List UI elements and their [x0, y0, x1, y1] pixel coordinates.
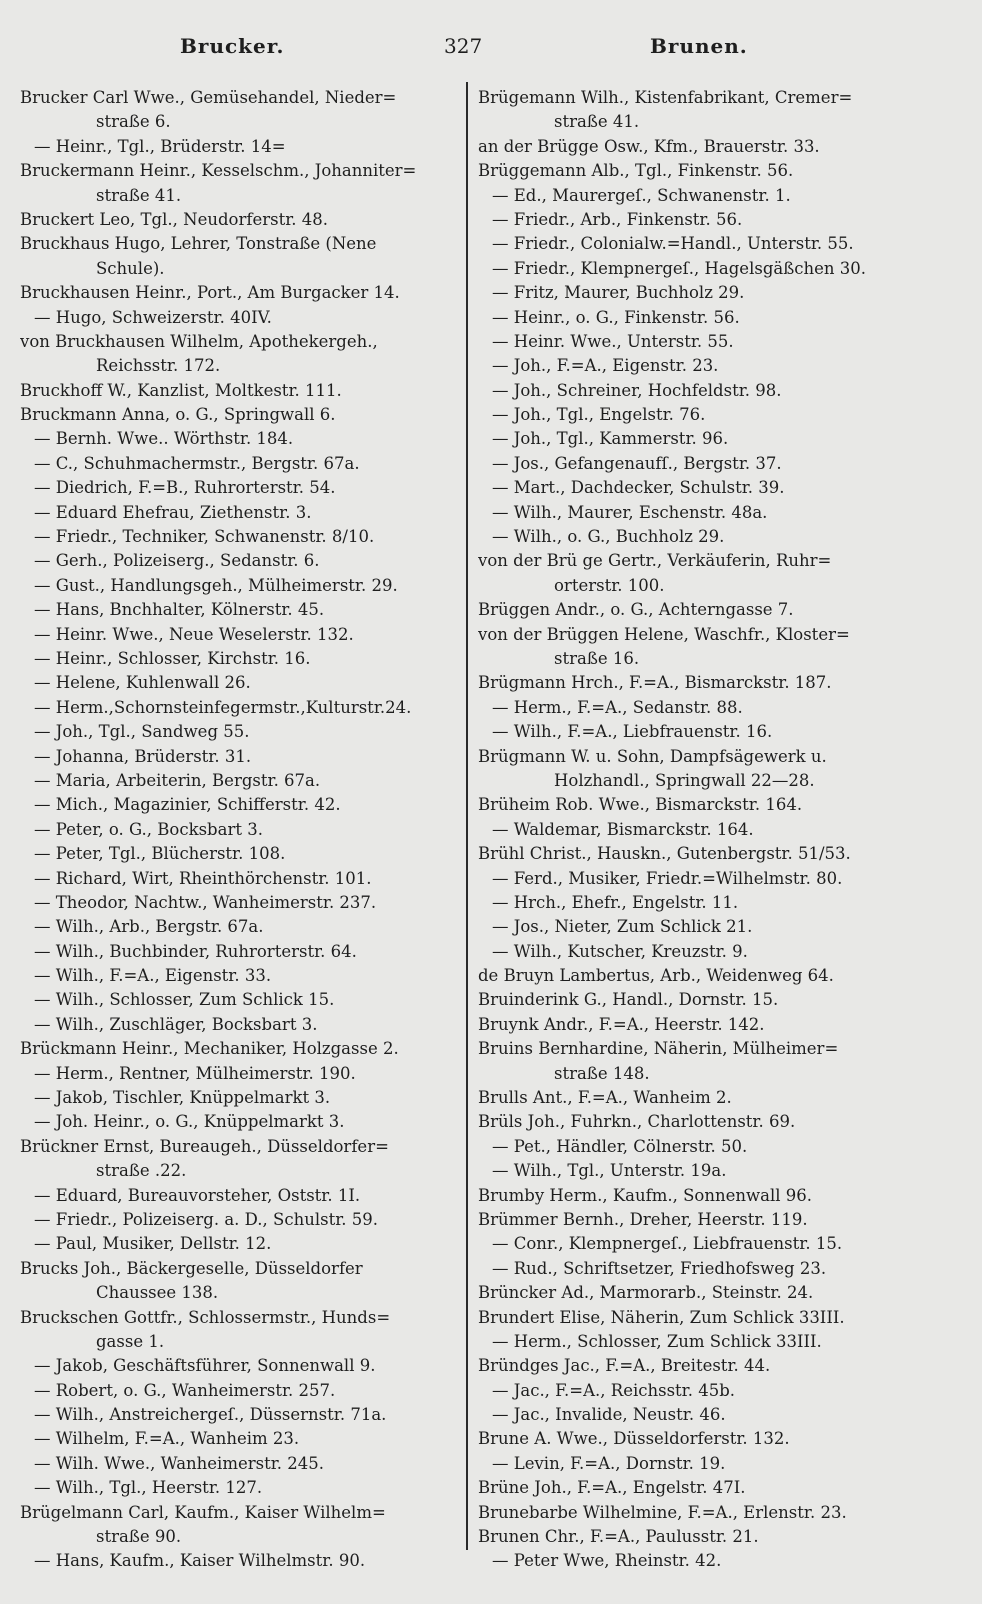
- directory-line: Brulls Ant., F.=A., Wanheim 2.: [478, 1088, 732, 1108]
- left-running-head: Brucker.: [180, 34, 285, 58]
- directory-line: — Heinr. Wwe., Neue Weselerstr. 132.: [34, 624, 354, 644]
- directory-line: Bruckschen Gottfr., Schlossermstr., Hunds=: [20, 1307, 391, 1327]
- directory-line: — Bernh. Wwe.. Wörthstr. 184.: [34, 429, 294, 449]
- directory-line: Reichsstr. 172.: [96, 356, 221, 376]
- directory-line: Brüne Joh., F.=A., Engelstr. 47I.: [478, 1478, 746, 1498]
- directory-line: — Joh., Tgl., Engelstr. 76.: [492, 405, 706, 425]
- directory-line: Bruckhausen Heinr., Port., Am Burgacker 14.: [20, 283, 400, 303]
- directory-line: Brühl Christ., Hauskn., Gutenbergstr. 51/53.: [478, 844, 851, 864]
- directory-line: straße .22.: [96, 1161, 187, 1181]
- directory-line: — Friedr., Techniker, Schwanenstr. 8/10.: [34, 527, 375, 547]
- directory-line: — Diedrich, F.=B., Ruhrorterstr. 54.: [34, 478, 336, 498]
- directory-line: — Rud., Schriftsetzer, Friedhofsweg 23.: [492, 1258, 827, 1278]
- directory-line: — Heinr. Wwe., Unterstr. 55.: [492, 331, 734, 351]
- directory-line: Brumby Herm., Kaufm., Sonnenwall 96.: [478, 1185, 812, 1205]
- directory-line: — Wilh., Maurer, Eschenstr. 48a.: [492, 502, 768, 522]
- directory-line: — Levin, F.=A., Dornstr. 19.: [492, 1453, 726, 1473]
- directory-line: — Friedr., Klempnergeſ., Hagelsgäßchen 30.: [492, 258, 866, 278]
- directory-line: Brundert Elise, Näherin, Zum Schlick 33III.: [478, 1307, 845, 1327]
- directory-line: — Eduard, Bureauvorsteher, Oststr. 1I.: [34, 1185, 361, 1205]
- directory-line: Brüggen Andr., o. G., Achterngasse 7.: [478, 600, 794, 620]
- directory-line: — Hrch., Ehefr., Engelstr. 11.: [492, 892, 739, 912]
- directory-line: — Joh., Tgl., Kammerstr. 96.: [492, 429, 729, 449]
- directory-line: von der Brü ge Gertr., Verkäuferin, Ruhr=: [478, 551, 832, 571]
- directory-line: — Friedr., Colonialw.=Handl., Unterstr. 55.: [492, 234, 854, 254]
- directory-line: — Mart., Dachdecker, Schulstr. 39.: [492, 478, 785, 498]
- directory-line: — Heinr., Tgl., Brüderstr. 14=: [34, 136, 286, 156]
- directory-line: — Wilh., Zuschläger, Bocksbart 3.: [34, 1014, 318, 1034]
- directory-line: Bruckmann Anna, o. G., Springwall 6.: [20, 405, 336, 425]
- left-column: [20, 86, 460, 1574]
- directory-line: — Hugo, Schweizerstr. 40IV.: [34, 307, 272, 327]
- directory-line: — Herm., Rentner, Mülheimerstr. 190.: [34, 1063, 356, 1083]
- directory-line: Bruckhaus Hugo, Lehrer, Tonstraße (Nene: [20, 234, 377, 254]
- directory-line: — Johanna, Brüderstr. 31.: [34, 746, 252, 766]
- directory-line: straße 90.: [96, 1527, 182, 1547]
- directory-line: Bruckermann Heinr., Kesselschm., Johanniter=: [20, 161, 417, 181]
- directory-line: — Wilh., Schlosser, Zum Schlick 15.: [34, 990, 335, 1010]
- directory-line: Brüheim Rob. Wwe., Bismarckstr. 164.: [478, 795, 803, 815]
- directory-line: — Ed., Maurergeſ., Schwanenstr. 1.: [492, 185, 791, 205]
- directory-line: Brüls Joh., Fuhrkn., Charlottenstr. 69.: [478, 1112, 796, 1132]
- directory-line: gasse 1.: [96, 1331, 165, 1351]
- directory-line: straße 16.: [554, 648, 640, 668]
- directory-line: — Wilh., Tgl., Heerstr. 127.: [34, 1478, 263, 1498]
- directory-line: — Herm., Schlosser, Zum Schlick 33III.: [492, 1331, 822, 1351]
- directory-line: Bruins Bernhardine, Näherin, Mülheimer=: [478, 1039, 839, 1059]
- directory-line: — Wilh., F.=A., Eigenstr. 33.: [34, 966, 272, 986]
- directory-line: Brümmer Bernh., Dreher, Heerstr. 119.: [478, 1209, 808, 1229]
- directory-line: — Mich., Magazinier, Schifferstr. 42.: [34, 795, 341, 815]
- directory-line: — Wilh., Buchbinder, Ruhrorterstr. 64.: [34, 941, 357, 961]
- page-header: [0, 34, 982, 68]
- directory-line: Bruinderink G., Handl., Dornstr. 15.: [478, 990, 779, 1010]
- directory-line: Brügmann Hrch., F.=A., Bismarckstr. 187.: [478, 673, 832, 693]
- directory-line: — Fritz, Maurer, Buchholz 29.: [492, 283, 745, 303]
- directory-line: Bruynk Andr., F.=A., Heerstr. 142.: [478, 1014, 765, 1034]
- directory-line: — Hans, Bnchhalter, Kölnerstr. 45.: [34, 600, 325, 620]
- column-divider: [466, 82, 468, 1550]
- directory-line: — Peter, o. G., Bocksbart 3.: [34, 819, 263, 839]
- directory-line: — Joh., Tgl., Sandweg 55.: [34, 722, 250, 742]
- directory-line: Brügemann Wilh., Kistenfabrikant, Cremer=: [478, 88, 853, 107]
- directory-line: — Peter, Tgl., Blücherstr. 108.: [34, 844, 286, 864]
- directory-line: — Helene, Kuhlenwall 26.: [34, 673, 251, 693]
- directory-line: Brückner Ernst, Bureaugeh., Düsseldorfer=: [20, 1136, 389, 1156]
- right-running-head: Brunen.: [650, 34, 748, 58]
- directory-line: — Wilh. Wwe., Wanheimerstr. 245.: [34, 1453, 325, 1473]
- directory-line: von Bruckhausen Wilhelm, Apothekergeh.,: [20, 331, 378, 351]
- directory-line: Brügmann W. u. Sohn, Dampfsägewerk u.: [478, 746, 827, 766]
- directory-line: — Joh., F.=A., Eigenstr. 23.: [492, 356, 719, 376]
- directory-line: — Theodor, Nachtw., Wanheimerstr. 237.: [34, 892, 377, 912]
- directory-line: — Pet., Händler, Cölnerstr. 50.: [492, 1136, 748, 1156]
- directory-line: — Paul, Musiker, Dellstr. 12.: [34, 1234, 272, 1254]
- directory-line: straße 41.: [96, 185, 182, 205]
- directory-line: — Jakob, Geschäftsführer, Sonnenwall 9.: [34, 1356, 376, 1376]
- directory-line: — Waldemar, Bismarckstr. 164.: [492, 819, 754, 839]
- directory-line: Holzhandl., Springwall 22—28.: [554, 770, 815, 790]
- directory-line: orterstr. 100.: [554, 575, 665, 595]
- directory-line: — Wilh., Arb., Bergstr. 67a.: [34, 917, 264, 937]
- directory-line: — Eduard Ehefrau, Ziethenstr. 3.: [34, 502, 312, 522]
- directory-line: von der Brüggen Helene, Waschfr., Kloster=: [478, 624, 850, 644]
- directory-line: Brucker Carl Wwe., Gemüsehandel, Nieder=: [20, 88, 397, 107]
- directory-line: — Gust., Handlungsgeh., Mülheimerstr. 29.: [34, 575, 398, 595]
- directory-line: — Peter Wwe, Rheinstr. 42.: [492, 1551, 722, 1571]
- directory-line: — Wilh., o. G., Buchholz 29.: [492, 527, 725, 547]
- directory-line: — Heinr., Schlosser, Kirchstr. 16.: [34, 648, 311, 668]
- directory-line: — Wilh., Tgl., Unterstr. 19a.: [492, 1161, 727, 1181]
- right-column: [478, 86, 968, 1574]
- directory-line: — Conr., Klempnergeſ., Liebfrauenstr. 15.: [492, 1234, 843, 1254]
- directory-line: — Maria, Arbeiterin, Bergstr. 67a.: [34, 770, 321, 790]
- directory-line: — Heinr., o. G., Finkenstr. 56.: [492, 307, 740, 327]
- page-number: 327: [444, 34, 483, 58]
- directory-line: — Friedr., Arb., Finkenstr. 56.: [492, 209, 743, 229]
- directory-line: — Hans, Kaufm., Kaiser Wilhelmstr. 90.: [34, 1551, 366, 1571]
- directory-line: — Jos., Gefangenaufſ., Bergstr. 37.: [492, 453, 782, 473]
- directory-line: — Wilh., Anstreichergeſ., Düssernstr. 71a.: [34, 1405, 387, 1425]
- directory-line: Brunebarbe Wilhelmine, F.=A., Erlenstr. 23.: [478, 1502, 847, 1522]
- directory-line: — Richard, Wirt, Rheinthörchenstr. 101.: [34, 868, 372, 888]
- directory-line: — Ferd., Musiker, Friedr.=Wilhelmstr. 80.: [492, 868, 843, 888]
- directory-line: Bruckert Leo, Tgl., Neudorferstr. 48.: [20, 209, 329, 229]
- directory-line: Brückmann Heinr., Mechaniker, Holzgasse 2.: [20, 1039, 399, 1059]
- directory-line: — Wilh., F.=A., Liebfrauenstr. 16.: [492, 722, 773, 742]
- directory-line: Bruckhoff W., Kanzlist, Moltkestr. 111.: [20, 380, 342, 400]
- directory-line: Brüggemann Alb., Tgl., Finkenstr. 56.: [478, 161, 794, 181]
- directory-line: — Joh., Schreiner, Hochfeldstr. 98.: [492, 380, 782, 400]
- directory-line: Brunen Chr., F.=A., Paulusstr. 21.: [478, 1527, 759, 1547]
- directory-line: Brune A. Wwe., Düsseldorferstr. 132.: [478, 1429, 790, 1449]
- directory-line: — Jakob, Tischler, Knüppelmarkt 3.: [34, 1088, 331, 1108]
- directory-line: — Jac., F.=A., Reichsstr. 45b.: [492, 1380, 736, 1400]
- directory-line: an der Brügge Osw., Kfm., Brauerstr. 33.: [478, 136, 820, 156]
- directory-line: — Robert, o. G., Wanheimerstr. 257.: [34, 1380, 336, 1400]
- directory-line: — Wilh., Kutscher, Kreuzstr. 9.: [492, 941, 748, 961]
- directory-line: — Herm.,Schornsteinfegermstr.,Kulturstr.24.: [34, 697, 412, 717]
- directory-line: Bründges Jac., F.=A., Breitestr. 44.: [478, 1356, 771, 1376]
- directory-line: — Friedr., Polizeiserg. a. D., Schulstr. 59.: [34, 1209, 379, 1229]
- directory-line: — Joh. Heinr., o. G., Knüppelmarkt 3.: [34, 1112, 345, 1132]
- directory-line: Schule).: [96, 258, 165, 278]
- directory-line: — Herm., F.=A., Sedanstr. 88.: [492, 697, 743, 717]
- directory-line: straße 41.: [554, 112, 640, 132]
- directory-line: de Bruyn Lambertus, Arb., Weidenweg 64.: [478, 966, 834, 986]
- directory-line: — Jos., Nieter, Zum Schlick 21.: [492, 917, 753, 937]
- directory-line: Brucks Joh., Bäckergeselle, Düsseldorfer: [20, 1258, 363, 1278]
- directory-line: straße 148.: [554, 1063, 650, 1083]
- directory-line: Chaussee 138.: [96, 1283, 219, 1303]
- directory-line: Brüncker Ad., Marmorarb., Steinstr. 24.: [478, 1283, 814, 1303]
- directory-line: Brügelmann Carl, Kaufm., Kaiser Wilhelm=: [20, 1502, 386, 1522]
- directory-line: — Gerh., Polizeiserg., Sedanstr. 6.: [34, 551, 320, 571]
- directory-line: straße 6.: [96, 112, 171, 132]
- directory-line: — Wilhelm, F.=A., Wanheim 23.: [34, 1429, 300, 1449]
- directory-line: — C., Schuhmachermstr., Bergstr. 67a.: [34, 453, 360, 473]
- directory-line: — Jac., Invalide, Neustr. 46.: [492, 1405, 726, 1425]
